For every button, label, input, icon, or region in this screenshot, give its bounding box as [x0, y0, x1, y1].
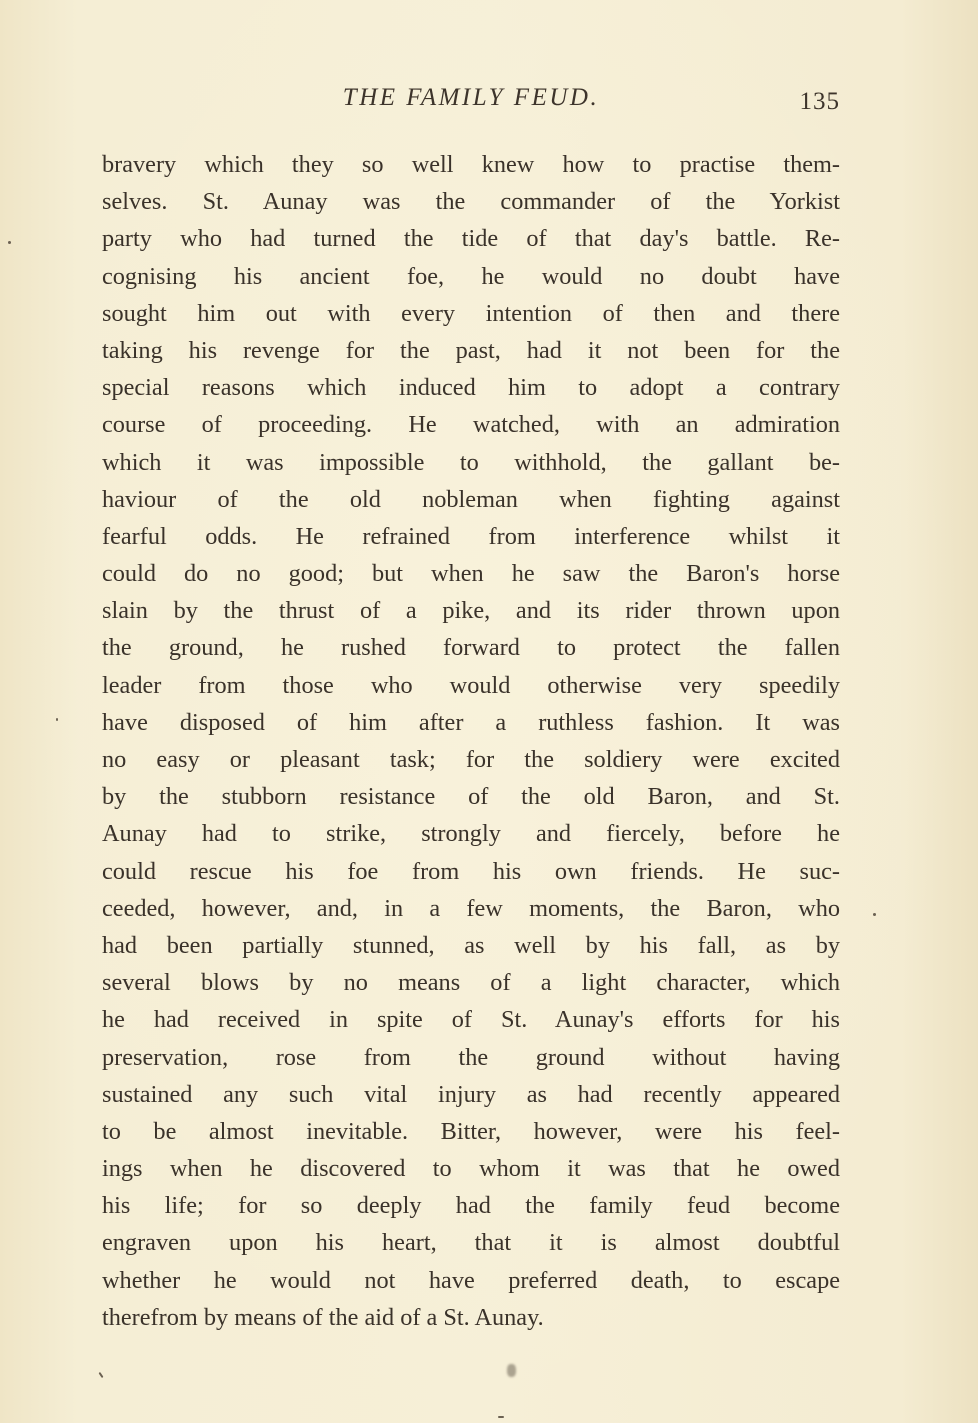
text-line: he had received in spite of St. Aunay's efforts for his: [102, 1006, 840, 1034]
text-line: no easy or pleasant task; for the soldiery were excited: [102, 746, 840, 773]
text-line: selves. St. Aunay was the commander of the Yorkist: [102, 188, 840, 216]
text-line: whether he would not have preferred death, to escape: [102, 1266, 840, 1294]
text-line: party who had turned the tide of that day's battle. Re-: [102, 225, 840, 253]
text-line: cognising his ancient foe, he would no doubt have: [102, 262, 840, 290]
text-line: the ground, he rushed forward to protect the fallen: [102, 634, 840, 662]
text-line: by the stubborn resistance of the old Baron, and St.: [102, 783, 840, 811]
text-line: which it was impossible to withhold, the gallant be-: [102, 448, 840, 476]
running-head: [102, 84, 840, 124]
text-line: ings when he discovered to whom it was that he owed: [102, 1155, 840, 1183]
text-line: several blows by no means of a light character, which: [102, 969, 840, 997]
text-line: his life; for so deeply had the family feud become: [102, 1192, 840, 1220]
running-title: THE FAMILY FEUD.: [342, 84, 600, 111]
paper-speck: [98, 1372, 103, 1378]
text-line: ceeded, however, and, in a few moments, the Baron, who: [102, 894, 840, 922]
text-line: sustained any such vital injury as had recently appeared: [102, 1080, 840, 1108]
text-line: fearful odds. He refrained from interference whilst it: [102, 522, 840, 550]
text-line: had been partially stunned, as well by his fall, as by: [102, 931, 840, 959]
text-line: to be almost inevitable. Bitter, however, were his feel-: [102, 1117, 840, 1145]
text-line: taking his revenge for the past, had it not been for the: [102, 336, 840, 364]
page-number: 135: [799, 88, 840, 115]
paper-speck: [873, 913, 876, 916]
paper-speck: [498, 1416, 504, 1418]
text-line: slain by the thrust of a pike, and its rider thrown upon: [102, 597, 840, 625]
paper-speck: [8, 241, 11, 244]
ink-blot: [507, 1364, 516, 1377]
text-line: could do no good; but when he saw the Baron's horse: [102, 560, 840, 588]
text-line: sought him out with every intention of then and there: [102, 299, 840, 327]
text-line: bravery which they so well knew how to practise them-: [102, 151, 840, 178]
text-line: special reasons which induced him to adopt a contrary: [102, 374, 840, 402]
paper-speck: [56, 718, 58, 721]
text-line: leader from those who would otherwise very speedily: [102, 671, 840, 699]
text-line: Aunay had to strike, strongly and fiercely, before he: [102, 820, 840, 848]
text-line: have disposed of him after a ruthless fashion. It was: [102, 708, 840, 736]
text-line: preservation, rose from the ground without having: [102, 1043, 840, 1071]
text-line: haviour of the old nobleman when fighting against: [102, 485, 840, 513]
text-line: course of proceeding. He watched, with an admiration: [102, 411, 840, 439]
body-text: [102, 146, 840, 1336]
text-line: engraven upon his heart, that it is almost doubtful: [102, 1229, 840, 1257]
text-line: could rescue his foe from his own friends. He suc-: [102, 857, 840, 885]
text-line: therefrom by means of the aid of a St. Aunay.: [102, 1303, 544, 1331]
